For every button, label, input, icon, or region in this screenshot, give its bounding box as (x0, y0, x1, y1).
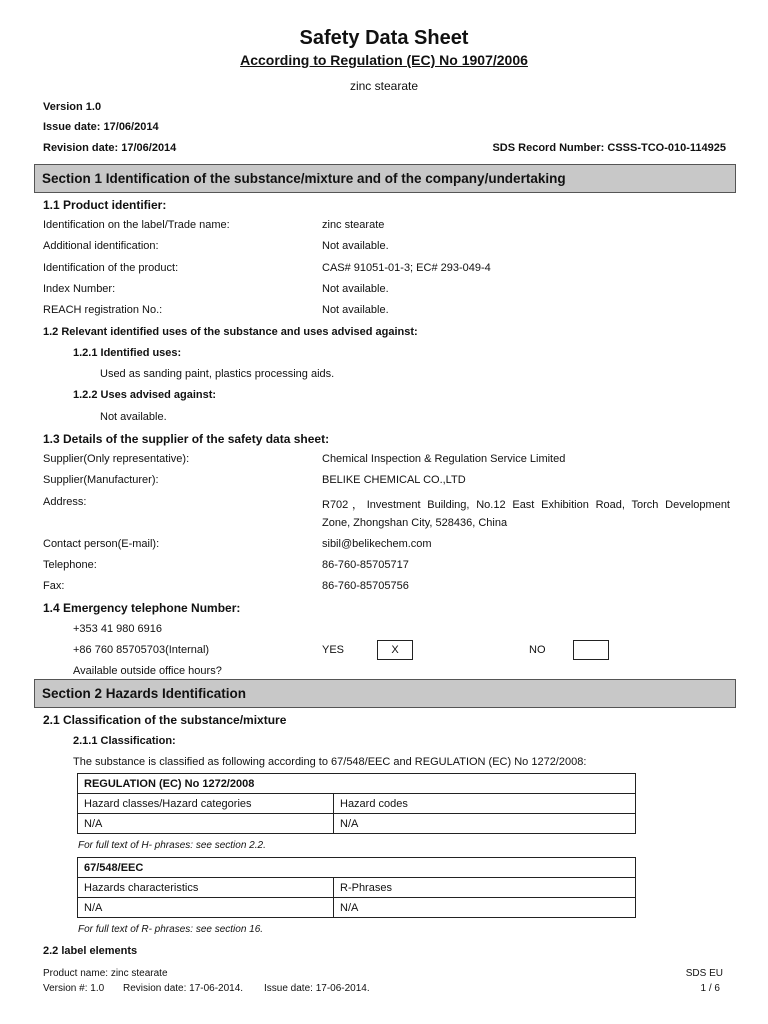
dsd-classification-table (77, 857, 636, 918)
table-cell: N/A (78, 814, 334, 834)
table-cell: N/A (334, 898, 636, 918)
yes-checkbox[interactable]: X (377, 640, 413, 660)
classification-intro: The substance is classified as following according to 67/548/EEC and REGULATION (EC) No 1272/2008: (73, 756, 587, 768)
table-row (78, 794, 636, 814)
document-title: Safety Data Sheet (299, 27, 469, 49)
substance-name: zinc stearate (349, 79, 419, 93)
table-row (78, 898, 636, 918)
heading-2-1: 2.1 Classification of the substance/mixture (43, 713, 287, 727)
row-label: Identification of the product: (43, 262, 179, 274)
identified-uses-text: Used as sanding paint, plastics processing aids. (100, 368, 335, 380)
footer-page-number: 1 / 6 (700, 983, 720, 994)
row-label: Identification on the label/Trade name: (43, 219, 230, 231)
table-row (78, 774, 636, 794)
heading-1-2-1: 1.2.1 Identified uses: (73, 347, 182, 359)
row-value: zinc stearate (322, 219, 385, 231)
supplier-rep-label: Supplier(Only representative): (43, 453, 190, 465)
manufacturer-label: Supplier(Manufacturer): (43, 474, 159, 486)
r-phrases-note: For full text of R- phrases: see section 16. (78, 924, 264, 935)
table-row (78, 814, 636, 834)
h-phrases-note: For full text of H- phrases: see section 2.2. (78, 840, 266, 851)
no-label: NO (529, 644, 546, 656)
heading-1-2: 1.2 Relevant identified uses of the substance and uses advised against: (43, 326, 418, 338)
manufacturer-value: BELIKE CHEMICAL CO.,LTD (322, 474, 466, 486)
supplier-rep-value: Chemical Inspection & Regulation Service Limited (322, 453, 566, 465)
no-checkbox[interactable] (573, 640, 609, 660)
address-line-1: R702，Investment Building, No.12 East Exhibition Road, Torch Development (322, 499, 730, 511)
footer-doc-type: SDS EU (685, 968, 723, 979)
row-label: Additional identification: (43, 240, 159, 252)
contact-label: Contact person(E-mail): (43, 538, 160, 550)
heading-1-4: 1.4 Emergency telephone Number: (43, 601, 241, 615)
row-label: Index Number: (43, 283, 116, 295)
row-value: Not available. (322, 283, 389, 295)
version-label: Version 1.0 (43, 101, 102, 113)
row-label: REACH registration No.: (43, 304, 163, 316)
heading-1-2-2: 1.2.2 Uses advised against: (73, 389, 217, 401)
outside-hours-text: Available outside office hours? (73, 665, 222, 677)
telephone-label: Telephone: (43, 559, 97, 571)
footer-product-name: Product name: zinc stearate (43, 968, 168, 979)
telephone-value: 86-760-85705717 (322, 559, 409, 571)
revision-date: Revision date: 17/06/2014 (43, 142, 177, 154)
row-value: CAS# 91051-01-3; EC# 293-049-4 (322, 262, 491, 274)
contact-email: sibil@belikechem.com (322, 538, 432, 550)
table-cell: N/A (334, 814, 636, 834)
table-cell: N/A (78, 898, 334, 918)
emergency-phone-1: +353 41 980 6916 (73, 623, 163, 635)
sds-record-number: SDS Record Number: CSSS-TCO-010-114925 (492, 142, 726, 154)
table-row (78, 878, 636, 898)
section-2-header: Section 2 Hazards Identification (34, 679, 736, 708)
emergency-phone-2: +86 760 85705703(Internal) (73, 644, 210, 656)
footer-issue-date: Issue date: 17-06-2014. (264, 983, 370, 994)
table-header: Hazard codes (334, 794, 636, 814)
table-header: R-Phrases (334, 878, 636, 898)
yes-label: YES (322, 644, 345, 656)
table-title: 67/548/EEC (78, 858, 636, 878)
section-1-header: Section 1 Identification of the substance/mixture and of the company/undertaking (34, 164, 736, 193)
issue-date: Issue date: 17/06/2014 (43, 121, 159, 133)
fax-value: 86-760-85705756 (322, 580, 409, 592)
address-label: Address: (43, 496, 87, 508)
row-value: Not available. (322, 304, 389, 316)
address-line-2: Zone, Zhongshan City, 528436, China (322, 517, 508, 529)
uses-advised-against-text: Not available. (100, 411, 167, 423)
table-title: REGULATION (EC) No 1272/2008 (78, 774, 636, 794)
heading-1-3: 1.3 Details of the supplier of the safety data sheet: (43, 432, 330, 446)
table-header: Hazards characteristics (78, 878, 334, 898)
footer-version: Version #: 1.0 (43, 983, 105, 994)
footer-revision-date: Revision date: 17-06-2014. (123, 983, 244, 994)
heading-1-1: 1.1 Product identifier: (43, 198, 167, 212)
row-value: Not available. (322, 240, 389, 252)
fax-label: Fax: (43, 580, 65, 592)
regulation-subtitle: According to Regulation (EC) No 1907/2006 (240, 52, 528, 68)
table-header: Hazard classes/Hazard categories (78, 794, 334, 814)
heading-2-1-1: 2.1.1 Classification: (73, 735, 176, 747)
clp-classification-table (77, 773, 636, 834)
table-row (78, 858, 636, 878)
heading-2-2: 2.2 label elements (43, 945, 138, 957)
